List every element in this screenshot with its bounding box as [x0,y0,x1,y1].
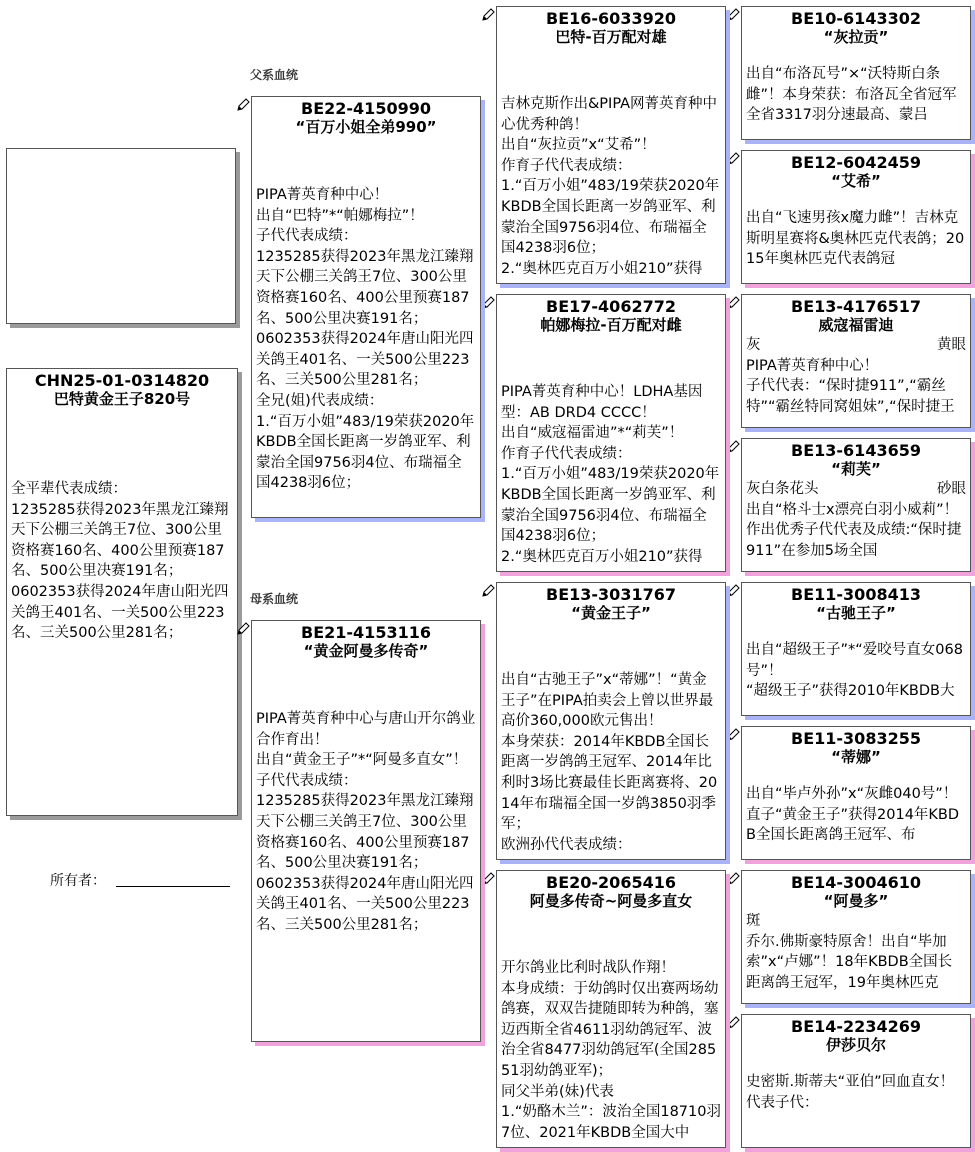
dam-dam-card [496,870,726,1148]
dss-notes: 出自“超级王子”*“爱咬号直女068号”！ “超级王子”获得2010年KBDB大 [746,642,963,700]
sire-line-label: 父系血统 [250,68,299,82]
ddd-notes: 史密斯.斯蒂夫“亚伯”回血直女！ 代表子代： [746,1074,955,1111]
edit-pencil-icon[interactable] [726,296,740,310]
dss-name: “古驰王子” [816,604,896,622]
dds-color: 斑 [746,913,761,929]
dam-dam-name: 阿曼多传奇~阿曼多直女 [529,892,693,910]
sdd-card [741,438,971,572]
edit-pencil-icon[interactable] [236,98,250,112]
sire-dam-notes: PIPA菁英育种中心！LDHA基因型：AB DRD4 CCCC！ 出自“威寇福雷迪”*“莉芙”！ 作育子代代表成绩： 1.“百万小姐”483/19荣获2020年KBDB全国长距离一岁鸽亚军、利蒙治全国9756羽4位、布瑞福全国4238羽6位； 2.“奥林匹克百万小姐210”获得 [501,384,720,565]
dam-sire-card [496,582,726,860]
dam-sire-notes: 出自“古驰王子”x“蒂娜”！“黄金王子”在PIPA拍卖会上曾以世界最高价360,000欧元售出！ 本身荣获：2014年KBDB全国长距离一岁鸽鸽王冠军、2014年比利时3场比赛最佳长距离赛将、2014年布瑞福全国一岁鸽3850羽季军； 欧洲孙代代表成绩： [501,672,718,853]
ddd-card [741,1014,971,1148]
sds-name: 威寇福雷迪 [818,316,894,334]
edit-pencil-icon[interactable] [481,872,495,886]
edit-pencil-icon[interactable] [726,152,740,166]
sds-color: 灰 [746,337,761,353]
dam-name: “黄金阿曼多传奇” [303,642,429,660]
ssd-ring-number: BE12-6042459 [791,153,921,172]
dsd-name: “蒂娜” [831,748,881,766]
edit-pencil-icon[interactable] [481,296,495,310]
dds-card [741,870,971,1004]
dam-notes: PIPA菁英育种中心与唐山开尔鸽业合作育出！ 出自“黄金王子”*“阿曼多直女”！ 子代代表成绩： 1235285获得2023年黑龙江臻翔天下公棚三关鸽王7位、300公里资格赛160名、400公里预赛187名、500公里决赛191名； 0602353获得2024年唐山阳光四关鸽王401名、一关500公里223名、三关500公里281名； [256,711,476,933]
ssd-card [741,150,971,284]
edit-pencil-icon[interactable] [726,1016,740,1030]
sss-card [741,6,971,140]
dsd-card [741,726,971,860]
sdd-eye: 砂眼 [937,481,966,497]
sire-sire-ring-number: BE16-6033920 [546,9,676,28]
subject-notes: 全平辈代表成绩： 1235285获得2023年黑龙江臻翔天下公棚三关鸽王7位、300公里资格赛160名、400公里预赛187名、500公里决赛191名； 0602353获得2024年唐山阳光四关鸽王401名、一关500公里223名、三关500公里281名； [11,481,229,642]
edit-pencil-icon[interactable] [481,8,495,22]
sire-notes: PIPA菁英育种中心！ 出自“巴特”*“帕娜梅拉”！ 子代代表成绩： 1235285获得2023年黑龙江臻翔天下公棚三关鸽王7位、300公里资格赛160名、400公里预赛187名、500公里决赛191名； 0602353获得2024年唐山阳光四关鸽王401名、一关500公里223名、三关500公里281名； 全兄(姐)代表成绩： 1.“百万小姐”483/19荣获2020年KBDB全国长距离一岁鸽亚军、利蒙治全国9756羽4位、布瑞福全国4238羽6位； [256,187,475,492]
dam-sire-ring-number: BE13-3031767 [546,585,676,604]
sds-ring-number: BE13-4176517 [791,297,921,316]
dam-ring-number: BE21-4153116 [301,623,431,642]
owner-signature-line[interactable] [116,886,230,887]
dam-dam-notes: 开尔鸽业比利时战队作翔！ 本身成绩：于幼鸽时仅出赛两场幼鸽赛，双双告捷随即转为种鸽，塞迈西斯全省4611羽幼鸽冠军、波治全省8477羽幼鸽冠军(全国28551羽幼鸽亚军)； 同父半弟(妹)代表 1.“奶酪木兰”：波治全国18710羽7位、2021年KBDB全国大中 [501,960,721,1141]
sds-eye: 黄眼 [937,337,966,353]
dss-card [741,582,971,716]
dds-ring-number: BE14-3004610 [791,873,921,892]
subject-card [6,368,238,816]
sire-sire-notes: 吉林克斯作出&PIPA网菁英育种中心优秀种鸽！ 出自“灰拉贡”x“艾希”！ 作育子代代表成绩： 1.“百万小姐”483/19荣获2020年KBDB全国长距离一岁鸽亚军、利蒙治全国9756羽4位、布瑞福全国4238羽6位； 2.“奥林匹克百万小姐210”获得 [501,96,720,277]
sss-notes: 出自“布洛瓦号”×“沃特斯白条雌”！本身荣获：布洛瓦全省冠军全省3317羽分速最高、蒙吕 [746,66,957,124]
subject-name: 巴特黄金王子820号 [53,390,191,408]
photo-box [6,148,236,324]
sdd-color: 灰白条花头 [746,481,819,497]
dam-line-label: 母系血统 [250,592,299,606]
ddd-ring-number: BE14-2234269 [791,1017,921,1036]
sdd-notes: 出自“格斗士x漂亮白羽小威莉”！作出优秀子代代表及成绩:“保时捷911”在参加5场全国 [746,501,962,559]
edit-pencil-icon[interactable] [726,872,740,886]
sds-notes: PIPA菁英育种中心！ 子代代表：“保时捷911”,“霸丝特”“霸丝特同窝姐妹”,“保时捷王 [746,357,955,415]
edit-pencil-icon[interactable] [726,584,740,598]
dss-ring-number: BE11-3008413 [791,585,921,604]
sire-dam-ring-number: BE17-4062772 [546,297,676,316]
sds-card [741,294,971,428]
dam-dam-ring-number: BE20-2065416 [546,873,676,892]
dds-name: “阿曼多” [823,892,889,910]
ssd-name: “艾希” [831,172,881,190]
dsd-notes: 出自“毕卢外孙”x“灰雌040号”！直子“黄金王子”获得2014年KBDB全国长距离鸽王冠军、布 [746,786,960,844]
sss-name: “灰拉贡” [823,28,889,46]
dam-sire-name: “黄金王子” [571,604,651,622]
ddd-name: 伊莎贝尔 [825,1036,886,1054]
edit-pencil-icon[interactable] [726,440,740,454]
sire-name: “百万小姐全弟990” [295,118,437,136]
ssd-notes: 出自“飞速男孩x魔力雌”！吉林克斯明星赛将&奥林匹克代表鸽；2015年奥林匹克代表鸽冠 [746,210,965,268]
sdd-ring-number: BE13-6143659 [791,441,921,460]
edit-pencil-icon[interactable] [726,8,740,22]
sss-ring-number: BE10-6143302 [791,9,921,28]
dsd-ring-number: BE11-3083255 [791,729,921,748]
sire-sire-card [496,6,726,284]
dam-card [251,620,481,1042]
subject-ring-number: CHN25-01-0314820 [34,371,210,390]
dds-notes: 乔尔.佛斯豪特原舍！出自“毕加索”x“卢娜”！18年KBDB全国长距离鸽王冠军，19年奥林匹克 [746,933,953,991]
sire-dam-card [496,294,726,572]
sire-card [251,96,481,518]
edit-pencil-icon[interactable] [726,728,740,742]
sire-dam-name: 帕娜梅拉-百万配对雌 [540,316,682,334]
sire-sire-name: 巴特-百万配对雄 [555,28,667,46]
owner-label: 所有者： [50,873,106,889]
sdd-name: “莉芙” [831,460,881,478]
edit-pencil-icon[interactable] [236,622,250,636]
sire-ring-number: BE22-4150990 [301,99,431,118]
edit-pencil-icon[interactable] [481,584,495,598]
